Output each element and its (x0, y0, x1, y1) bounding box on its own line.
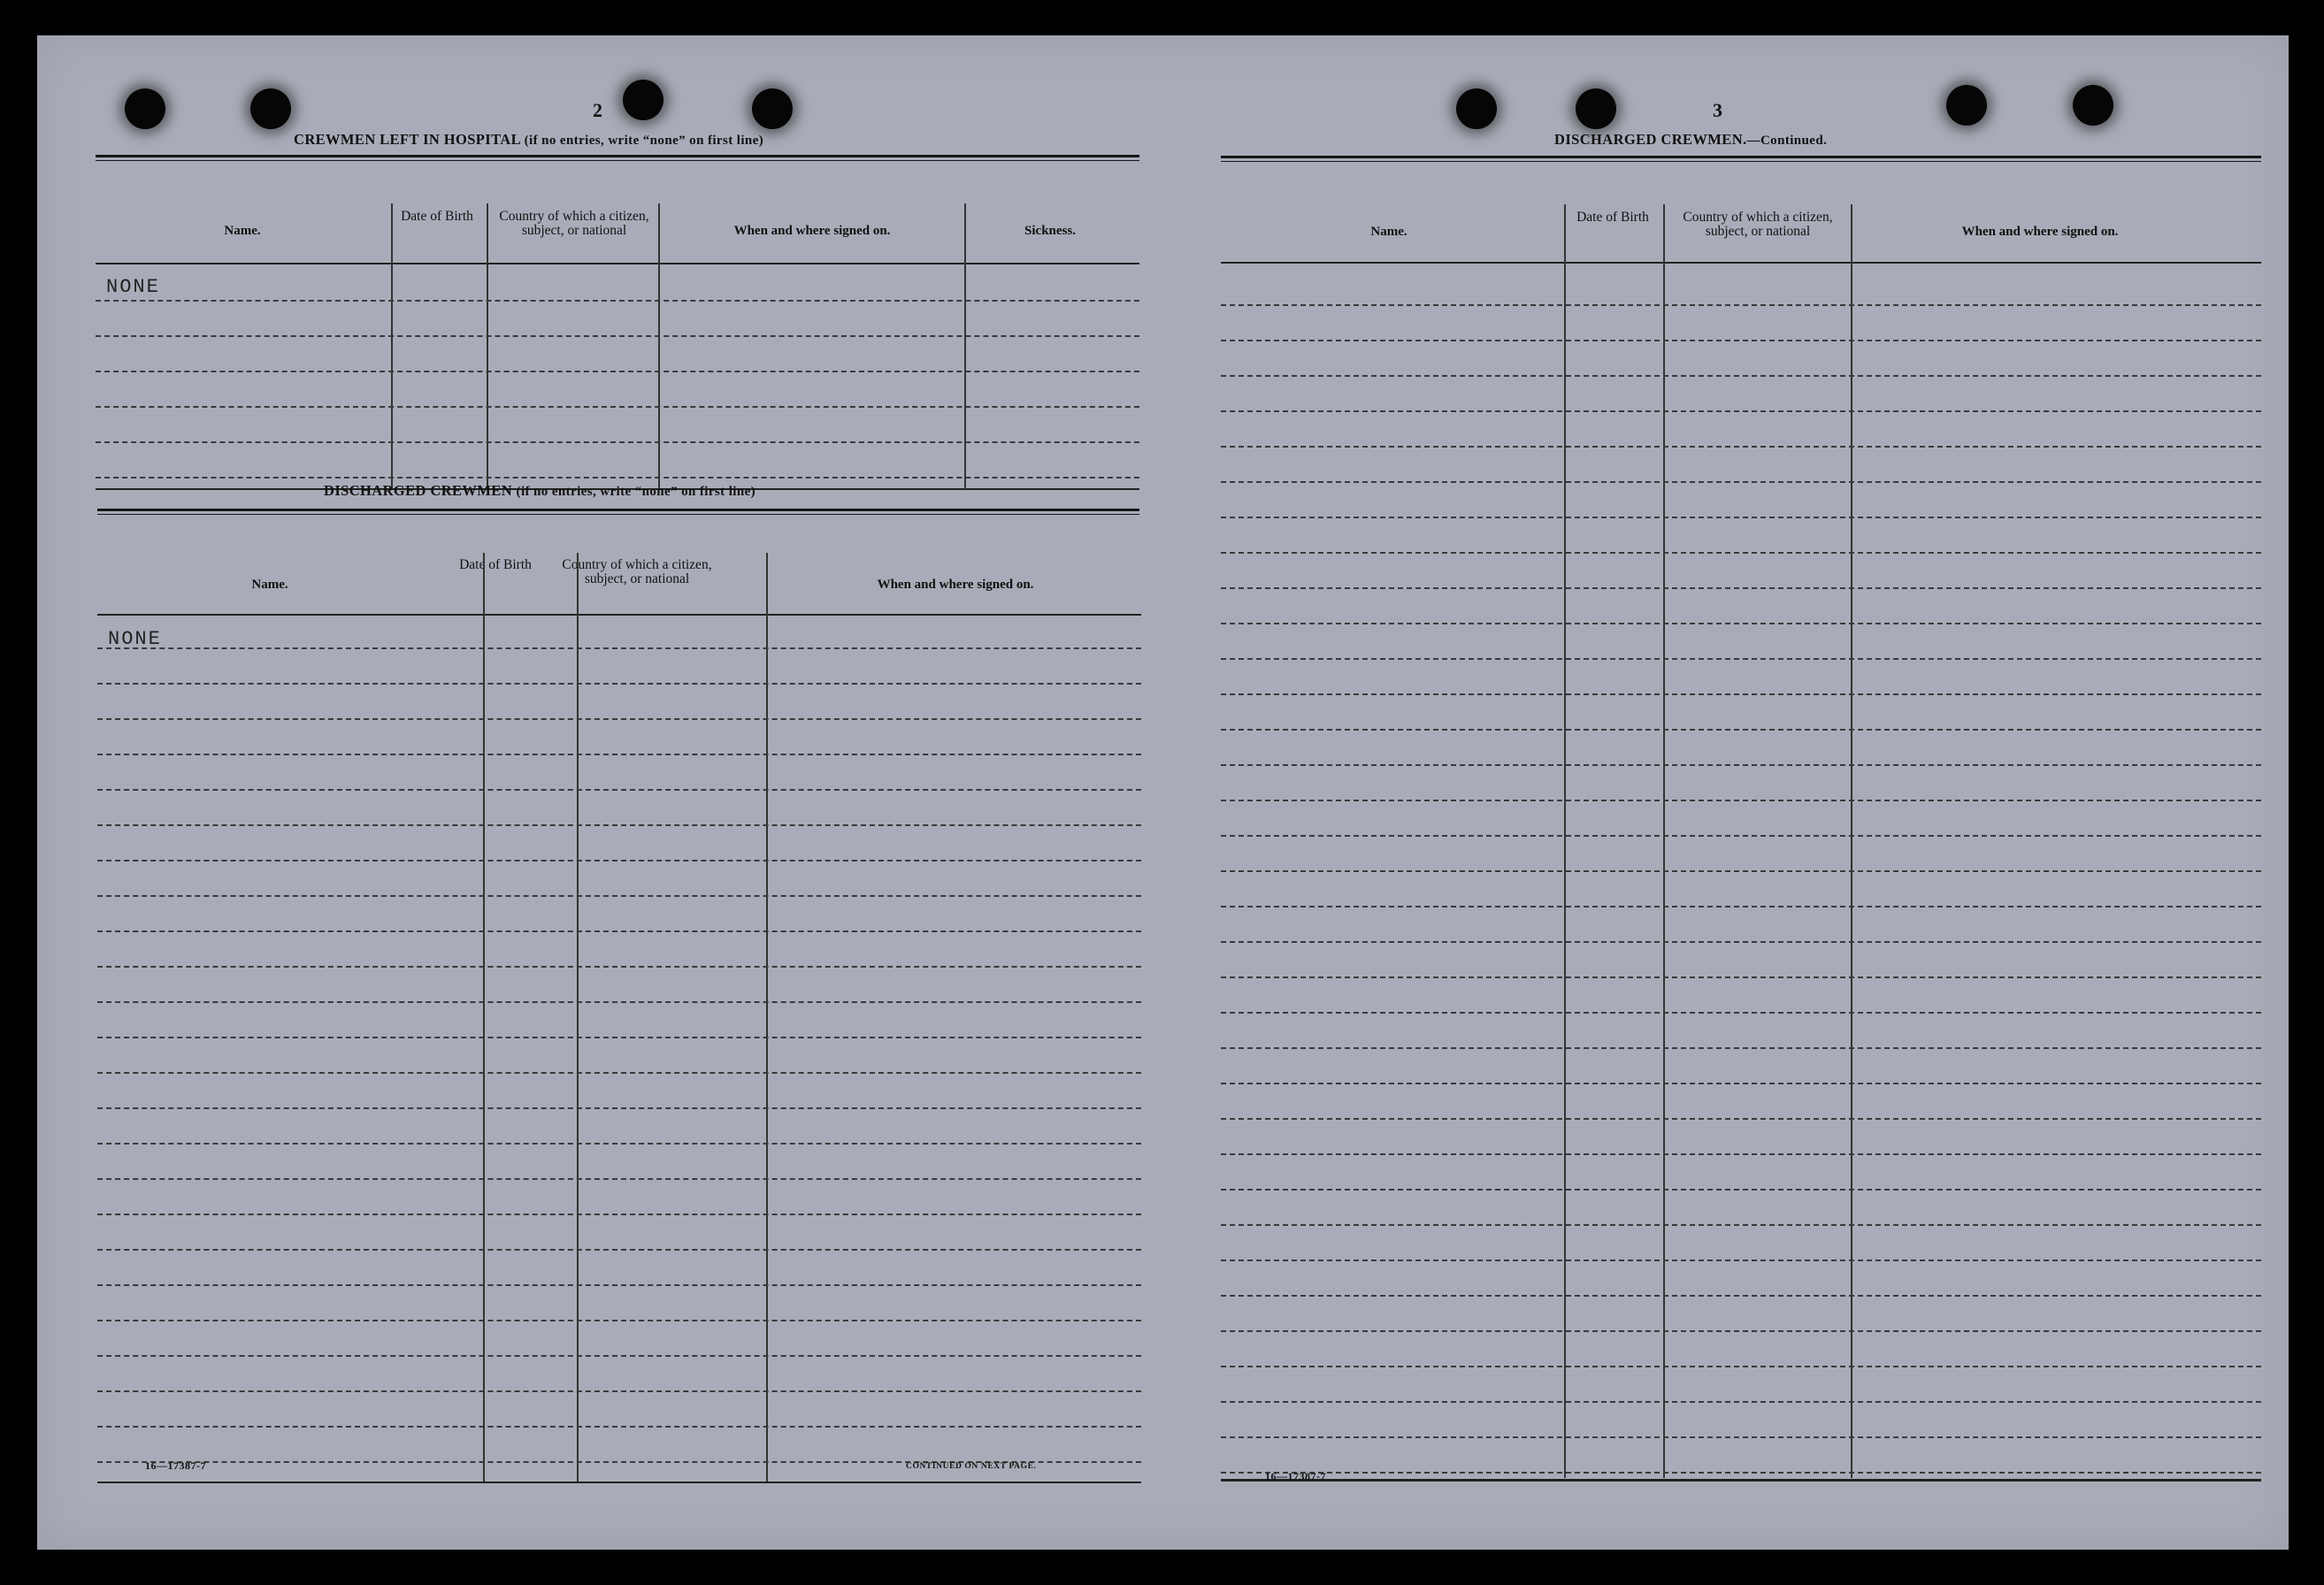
table-row (97, 930, 1141, 932)
col-header-country: Country of which a citizen, subject, or national (1683, 210, 1833, 239)
section-rule (96, 155, 1139, 161)
column-divider (577, 553, 579, 1482)
table-row (1221, 941, 2261, 943)
col-header-signed-on: When and where signed on. (733, 224, 891, 238)
discharged-continued-title (1554, 131, 1827, 149)
table-bottom-rule (97, 1482, 1141, 1483)
table-row (1221, 1401, 2261, 1403)
discharged-continued-suffix: —Continued. (1746, 134, 1828, 148)
table-row (96, 441, 1139, 443)
column-divider (1663, 204, 1665, 1478)
table-row (1221, 410, 2261, 412)
column-divider (391, 203, 393, 488)
col-header-dob: Date of Birth (401, 209, 473, 224)
table-row (97, 1001, 1141, 1003)
column-divider (483, 553, 485, 1482)
table-row (1221, 552, 2261, 554)
binder-hole (1946, 85, 1987, 126)
binder-hole (250, 88, 291, 129)
table-row (1221, 870, 2261, 872)
table-row (1221, 1366, 2261, 1367)
table-row (1221, 481, 2261, 483)
table-row (97, 683, 1141, 685)
table-row (1221, 1224, 2261, 1226)
col-header-signed-on: When and where signed on. (877, 578, 1034, 592)
table-row (97, 1249, 1141, 1251)
col-header-dob: Date of Birth (459, 557, 532, 572)
table-row (1221, 906, 2261, 907)
table-row (97, 1107, 1141, 1109)
table-row (1221, 446, 2261, 448)
table-row (1221, 623, 2261, 624)
column-divider (964, 203, 966, 488)
col-header-name: Name. (224, 224, 261, 238)
table-row (1221, 729, 2261, 731)
table-row (96, 300, 1139, 302)
binder-hole (2073, 85, 2113, 126)
discharged-first-entry: NONE (108, 628, 162, 650)
discharged-title-text: DISCHARGED CREWMEN (324, 482, 513, 499)
table-row (97, 860, 1141, 861)
column-divider (658, 203, 660, 488)
discharged-table-left (97, 517, 1141, 1490)
table-row (1221, 587, 2261, 589)
table-row (97, 1143, 1141, 1145)
table-row (1221, 1047, 2261, 1049)
column-divider (766, 553, 768, 1482)
hospital-subtitle-text: (if no entries, write “none” on first line) (524, 134, 764, 148)
table-row (1221, 375, 2261, 377)
table-row (97, 754, 1141, 755)
table-row (1221, 1083, 2261, 1084)
table-row (97, 647, 1141, 649)
table-row (1221, 340, 2261, 341)
table-row (1221, 1330, 2261, 1332)
table-row (1221, 1153, 2261, 1155)
section-rule (97, 509, 1139, 515)
table-row (1221, 1436, 2261, 1438)
column-divider (487, 203, 488, 488)
discharged-continued-title-text: DISCHARGED CREWMEN. (1554, 131, 1747, 148)
discharged-subtitle-text: (if no entries, write “none” on first line) (516, 485, 756, 499)
table-bottom-rule (1221, 1479, 2261, 1482)
col-header-country: Country of which a citizen, subject, or national (499, 209, 649, 238)
table-row (97, 1390, 1141, 1392)
table-row (1221, 800, 2261, 801)
col-header-name: Name. (251, 578, 288, 592)
continued-note: CONTINUED ON NEXT PAGE. (906, 1462, 1037, 1471)
document-page-spread (37, 35, 2289, 1550)
table-row (97, 1178, 1141, 1180)
form-code: 16—17387-7 (145, 1459, 206, 1472)
hospital-first-entry: NONE (106, 276, 160, 298)
binder-hole (1456, 88, 1497, 129)
header-rule (96, 263, 1139, 264)
table-row (97, 1426, 1141, 1428)
table-row (1221, 693, 2261, 695)
col-header-signed-on: When and where signed on. (1961, 225, 2119, 239)
table-row (1221, 1012, 2261, 1014)
table-row (97, 895, 1141, 897)
table-row (96, 371, 1139, 372)
table-row (1221, 835, 2261, 837)
binder-hole (752, 88, 793, 129)
table-row (1221, 517, 2261, 518)
table-row (97, 824, 1141, 826)
table-row (1221, 304, 2261, 306)
header-rule (1221, 262, 2261, 264)
table-row (97, 1072, 1141, 1074)
table-row (1221, 976, 2261, 978)
col-header-country: Country of which a citizen, subject, or national (562, 557, 712, 586)
table-row (96, 335, 1139, 337)
binder-hole (125, 88, 165, 129)
hospital-title-text: CREWMEN LEFT IN HOSPITAL (294, 131, 521, 148)
header-rule (97, 614, 1141, 616)
section-rule (1221, 156, 2261, 162)
table-row (96, 477, 1139, 479)
page-number: 2 (593, 99, 602, 121)
table-row (97, 1320, 1141, 1321)
column-divider (1564, 204, 1566, 1478)
table-row (1221, 1260, 2261, 1261)
col-header-dob: Date of Birth (1576, 210, 1649, 225)
table-row (1221, 1118, 2261, 1120)
col-header-name: Name. (1370, 225, 1407, 239)
table-row (97, 718, 1141, 720)
hospital-section-title (294, 131, 763, 149)
discharged-section-title (324, 482, 755, 500)
table-row (1221, 1472, 2261, 1474)
table-row (97, 1037, 1141, 1038)
form-code: 16—17387-7 (1265, 1470, 1326, 1482)
table-row (1221, 1189, 2261, 1191)
column-divider (1851, 204, 1852, 1478)
table-row (97, 789, 1141, 791)
table-row (96, 406, 1139, 408)
binder-hole (1576, 88, 1616, 129)
table-row (97, 1355, 1141, 1357)
table-row (97, 966, 1141, 968)
table-row (1221, 658, 2261, 660)
binder-hole (623, 80, 663, 120)
table-row (97, 1214, 1141, 1215)
table-row (1221, 1295, 2261, 1297)
col-header-sickness: Sickness. (1024, 224, 1076, 238)
hospital-table (96, 164, 1139, 491)
table-row (1221, 764, 2261, 766)
table-row (97, 1284, 1141, 1286)
discharged-table-right (1221, 165, 2261, 1482)
page-number: 3 (1713, 99, 1722, 121)
